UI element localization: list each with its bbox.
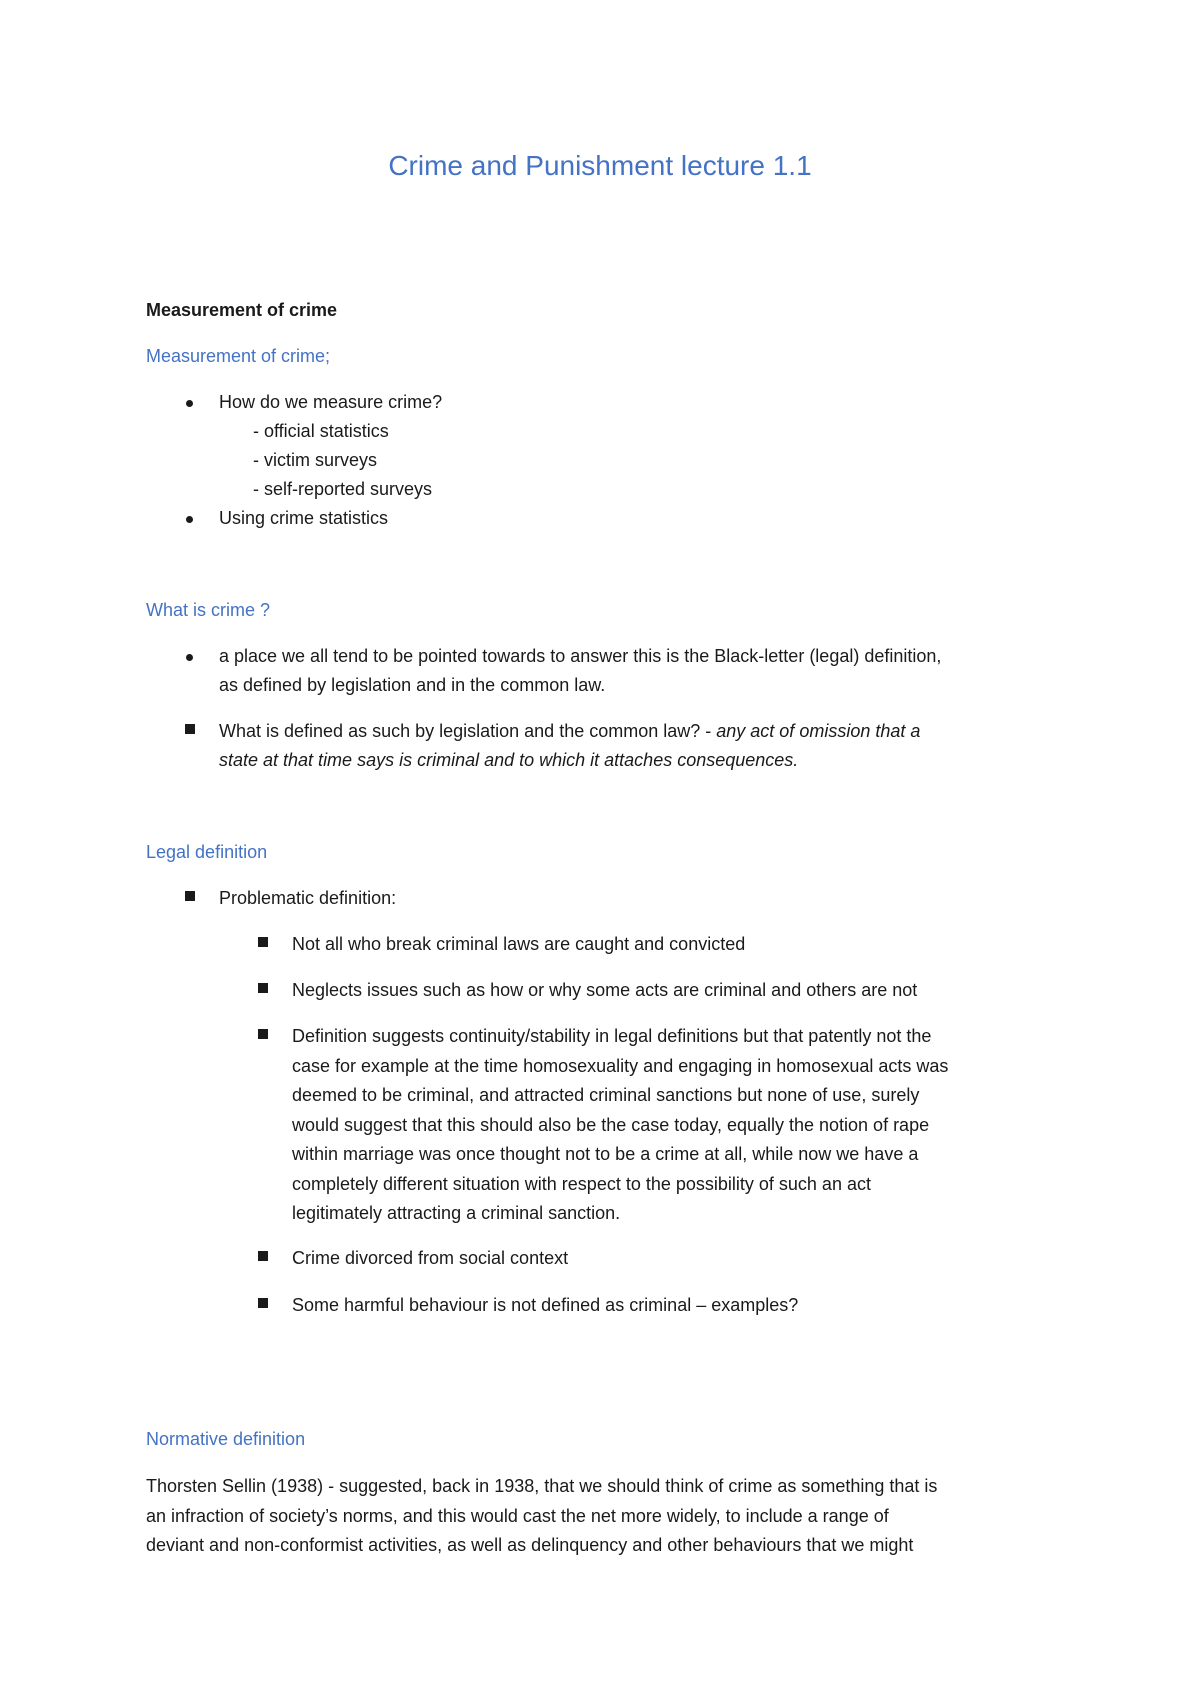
legal-sub-1: Not all who break criminal laws are caught and convicted [292,934,746,954]
heading-measurement-bold: Measurement of crime [146,300,338,320]
document-title: Crime and Punishment lecture 1.1 [388,150,812,181]
heading-legal-definition: Legal definition [146,842,268,862]
square-bullet-icon [258,1251,268,1261]
bullet-dot-icon [186,654,193,661]
defined-bullet-italic-1: any act of omission that a [716,721,921,741]
bullet-dot-icon [186,516,193,523]
legal-sub-3-line-2: case for example at the time homosexuality and engaging in homosexual acts was [292,1055,949,1076]
legal-sub-3-line-4: would suggest that this should also be the case today, equally the notion of rape [292,1114,930,1135]
square-bullet-icon [185,891,195,901]
what-is-crime-bullet-line-1: a place we all tend to be pointed towards to answer this is the Black-letter (legal) definition, [219,646,942,666]
legal-sub-3-line-3: deemed to be criminal, and attracted criminal sanctions but none of use, surely [292,1085,920,1105]
defined-bullet-plain: What is defined as such by legislation and the common law? - [219,721,717,741]
heading-normative-definition: Normative definition [146,1429,306,1449]
square-bullet-icon [258,983,268,993]
legal-sub-4: Crime divorced from social context [292,1248,569,1268]
bullet-dot-icon [186,400,193,407]
square-bullet-icon [258,1298,268,1308]
defined-bullet-line-1 [219,717,920,746]
normative-para-line-2: an infraction of society’s norms, and this would cast the net more widely, to include a range of [146,1505,889,1526]
sub-item-official-statistics: - official statistics [253,421,389,441]
legal-sub-3-line-7: legitimately attracting a criminal sanction. [292,1203,621,1223]
legal-sub-2: Neglects issues such as how or why some acts are criminal and others are not [292,980,918,1000]
square-bullet-icon [185,724,195,734]
legal-sub-5: Some harmful behaviour is not defined as criminal – examples? [292,1295,799,1315]
normative-para-line-1: Thorsten Sellin (1938) - suggested, back in 1938, that we should think of crime as something that is [146,1476,938,1496]
heading-measurement-blue: Measurement of crime; [146,346,331,366]
legal-sub-3-line-6: completely different situation with respect to the possibility of such an act [292,1173,871,1194]
square-bullet-icon [258,937,268,947]
sub-item-victim-surveys: - victim surveys [253,450,378,470]
what-is-crime-bullet-line-2: as defined by legislation and in the common law. [219,675,606,695]
sub-item-self-reported: - self-reported surveys [253,479,433,499]
normative-para-line-3: deviant and non-conformist activities, as well as delinquency and other behaviours that we might [146,1535,914,1555]
square-bullet-icon [258,1029,268,1039]
heading-what-is-crime: What is crime ? [146,600,271,620]
list-item-using-stats: Using crime statistics [219,508,389,528]
legal-sub-3-line-1: Definition suggests continuity/stability in legal definitions but that patently not the [292,1026,932,1046]
defined-bullet-italic-2: state at that time says is criminal and to which it attaches consequences. [219,750,799,770]
list-item-how-measure: How do we measure crime? [219,392,443,412]
legal-sub-3-line-5: within marriage was once thought not to be a crime at all, while now we have a [292,1144,919,1164]
problematic-definition: Problematic definition: [219,888,397,908]
